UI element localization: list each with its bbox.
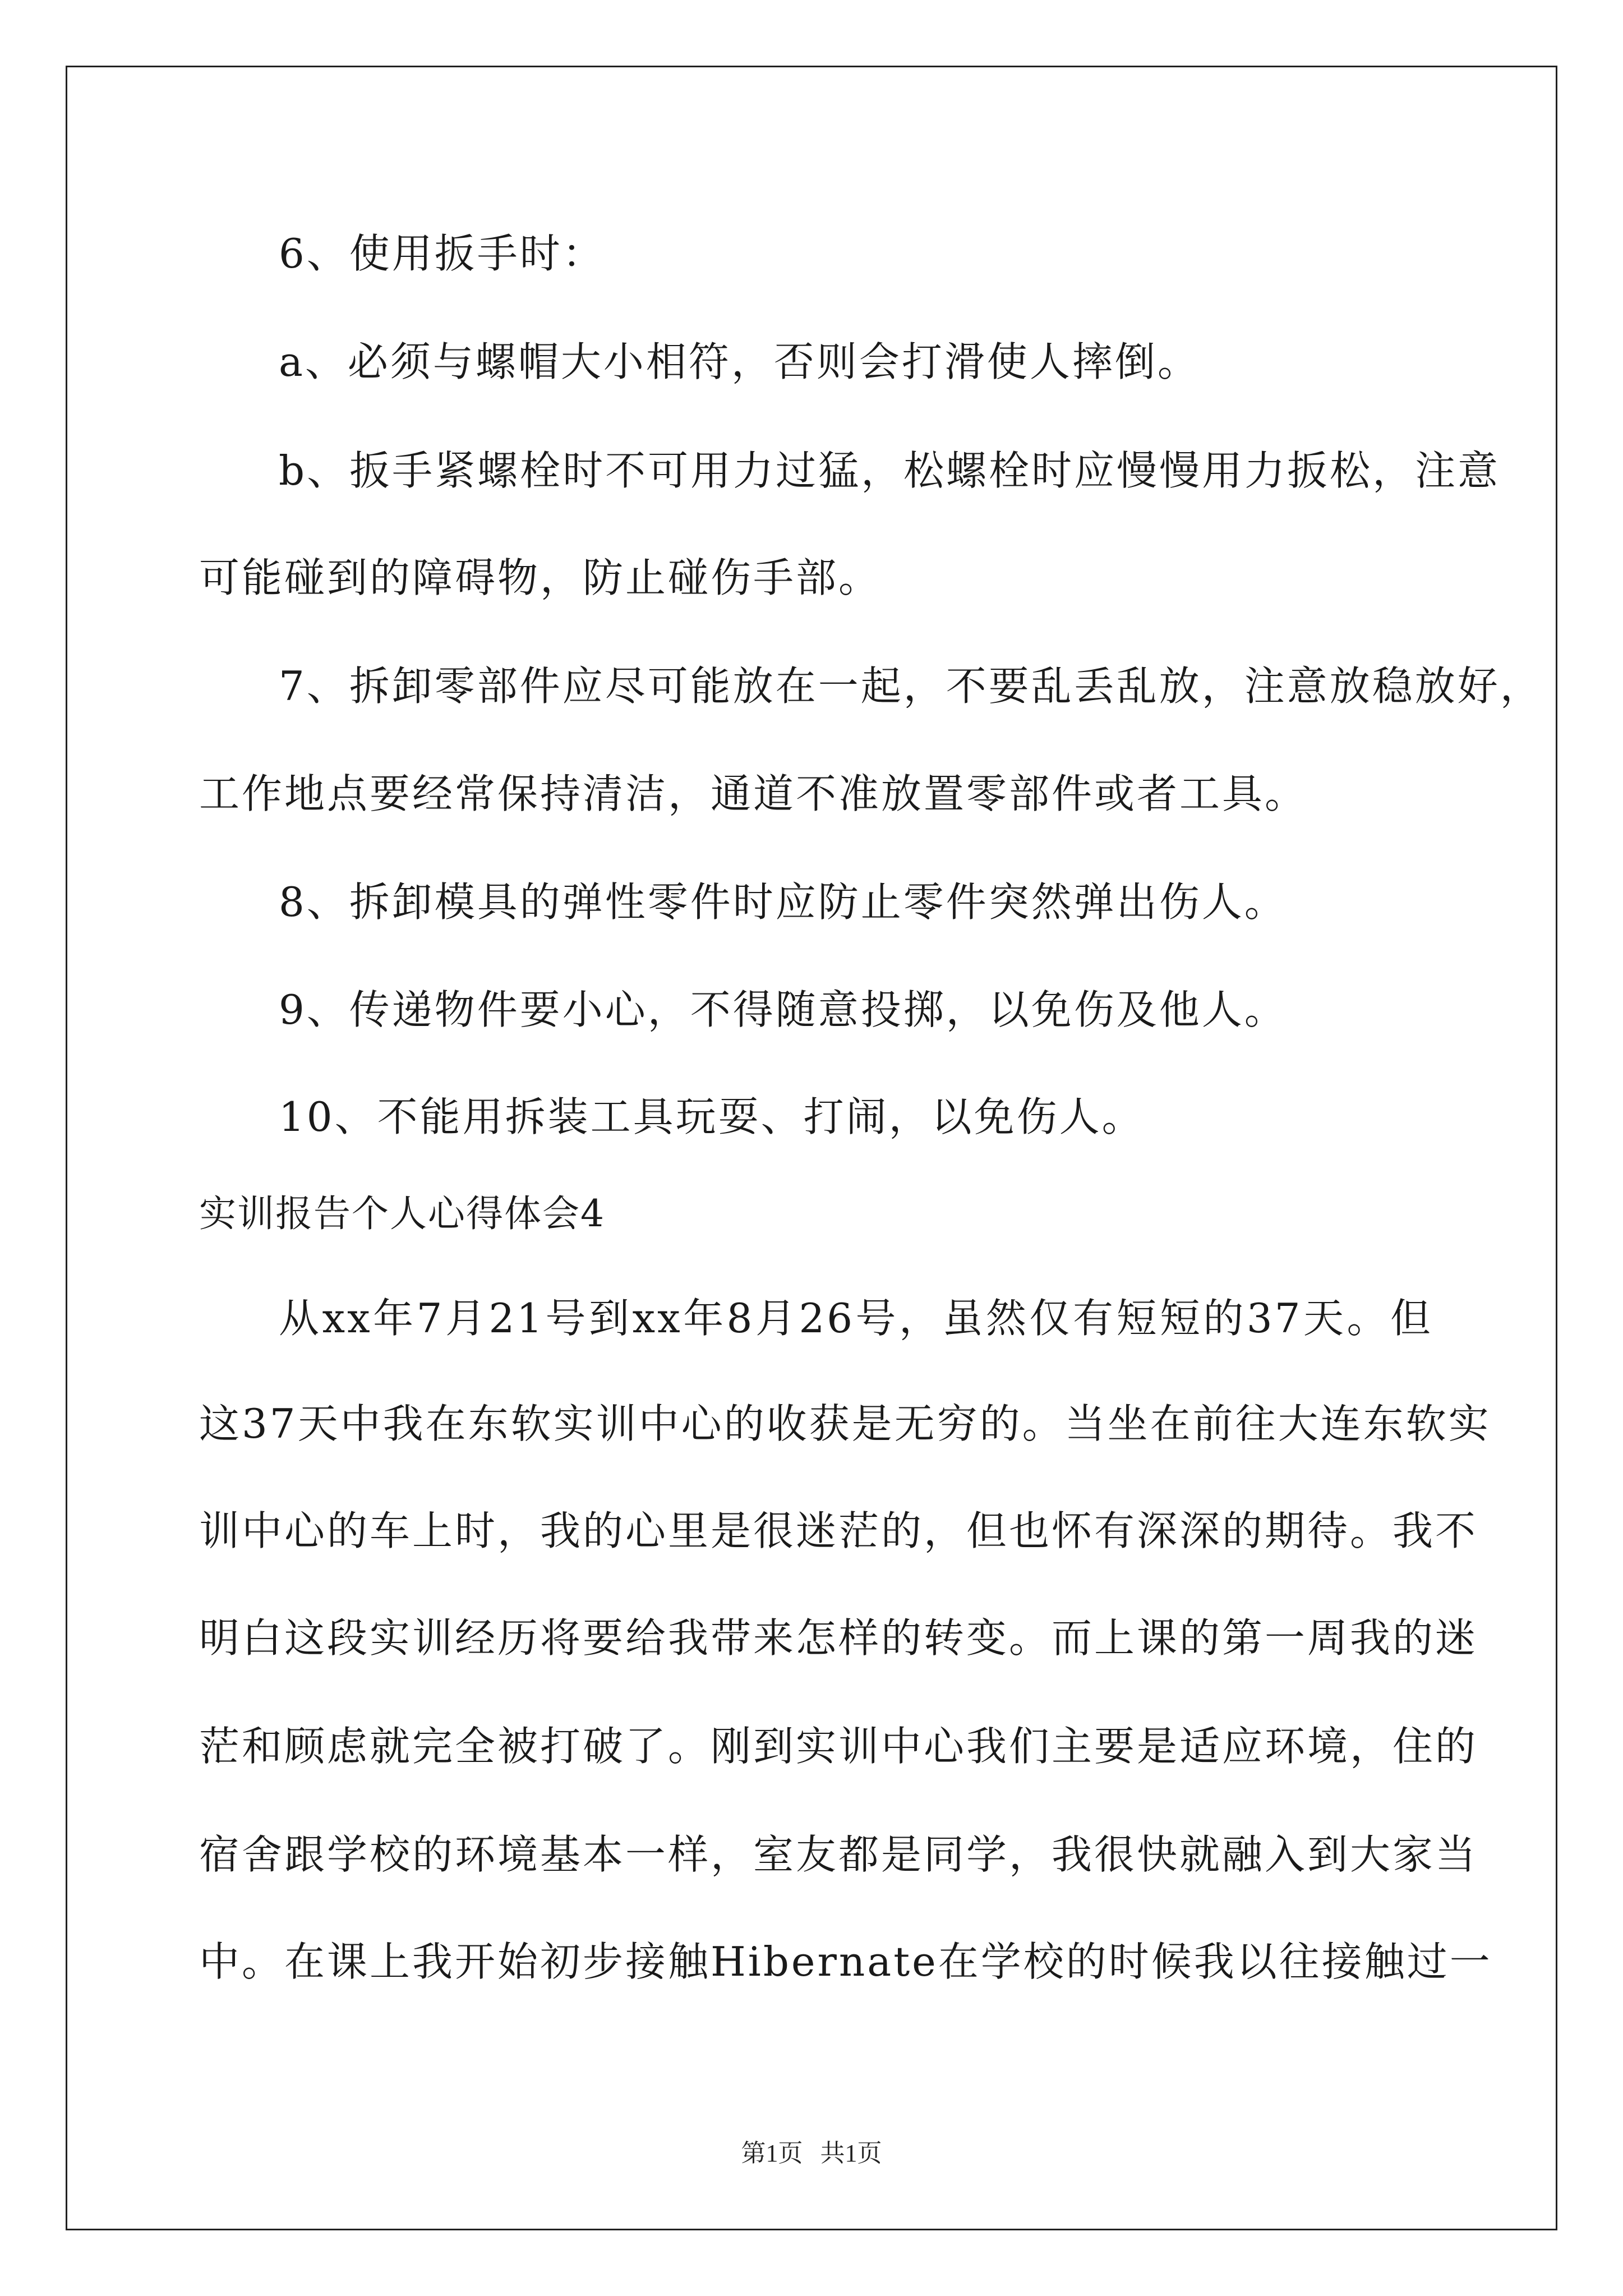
paragraph-line: 训中心的车上时，我的心里是很迷茫的，但也怀有深深的期待。我不 [199, 1507, 1478, 1554]
page-total: 共1页 [820, 2139, 882, 2167]
page-number: 第1页 [741, 2139, 803, 2167]
paragraph-line: 工作地点要经常保持清洁，通道不准放置零部件或者工具。 [199, 770, 1308, 817]
paragraph-line: 9、传递物件要小心，不得随意投掷，以免伤及他人。 [279, 986, 1287, 1033]
paragraph-line: 茫和顾虑就完全被打破了。刚到实训中心我们主要是适应环境，住的 [199, 1723, 1478, 1770]
paragraph-line: 8、拆卸模具的弹性零件时应防止零件突然弹出伤人。 [279, 878, 1287, 926]
paragraph-line: 可能碰到的障碍物，防止碰伤手部。 [199, 554, 882, 601]
paragraph-line: 6、使用扳手时： [279, 230, 605, 277]
paragraph-line: a、必须与螺帽大小相符，否则会打滑使人摔倒。 [279, 338, 1200, 385]
paragraph-line: 宿舍跟学校的环境基本一样，室友都是同学，我很快就融入到大家当 [199, 1831, 1478, 1878]
section-heading: 实训报告个人心得体会4 [199, 1192, 605, 1235]
paragraph-line: 从xx年7月21号到xx年8月26号，虽然仅有短短的37天。但 [279, 1295, 1433, 1342]
paragraph-line: 中。在课上我开始初步接触Hibernate在学校的时候我以往接触过一 [199, 1938, 1492, 1985]
paragraph-line: 明白这段实训经历将要给我带来怎样的转变。而上课的第一周我的迷 [199, 1614, 1478, 1662]
paragraph-line: 10、不能用拆装工具玩耍、打闹，以免伤人。 [279, 1093, 1145, 1140]
page-footer [0, 2141, 1623, 2166]
paragraph-line: 7、拆卸零部件应尽可能放在一起，不要乱丢乱放，注意放稳放好， [279, 662, 1543, 710]
paragraph-line: b、扳手紧螺栓时不可用力过猛，松螺栓时应慢慢用力扳松，注意 [279, 447, 1501, 494]
paragraph-line: 这37天中我在东软实训中心的收获是无穷的。当坐在前往大连东软实 [199, 1400, 1491, 1447]
page-frame [66, 66, 1557, 2230]
